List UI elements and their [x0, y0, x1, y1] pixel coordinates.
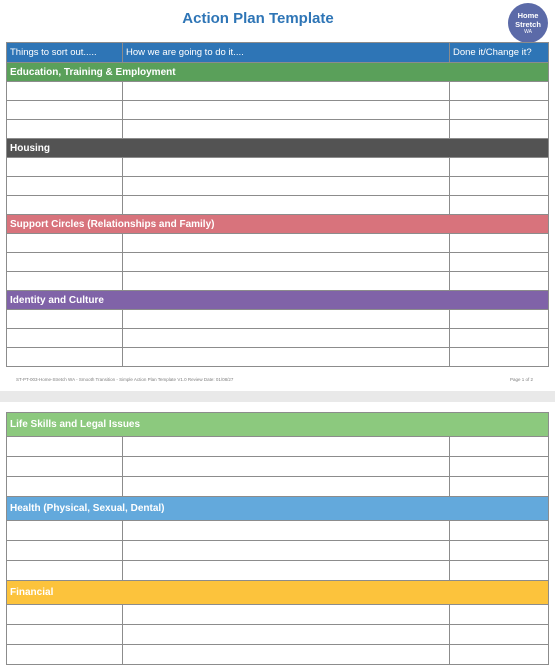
done-cell[interactable]	[450, 437, 549, 457]
how-cell[interactable]	[123, 329, 450, 348]
footer-document-reference: ST-PT-003-Home-Stretch WA - Smooth Transition - Simple Action Plan Template V1.0 Review Date: 01/08/27	[16, 377, 234, 382]
table-row	[7, 196, 549, 215]
action-plan-table-page-1	[6, 42, 549, 367]
done-cell[interactable]	[450, 177, 549, 196]
action-plan-table-page-2	[6, 412, 549, 665]
things-cell[interactable]	[7, 457, 123, 477]
done-cell[interactable]	[450, 310, 549, 329]
section-title: Financial	[7, 581, 549, 605]
table-row	[7, 101, 549, 120]
how-cell[interactable]	[123, 310, 450, 329]
how-cell[interactable]	[123, 477, 450, 497]
section-title: Identity and Culture	[7, 291, 549, 310]
page-title: Action Plan Template	[182, 10, 334, 27]
how-cell[interactable]	[123, 645, 450, 665]
table-row	[7, 605, 549, 625]
done-cell[interactable]	[450, 561, 549, 581]
how-cell[interactable]	[123, 605, 450, 625]
how-cell[interactable]	[123, 348, 450, 367]
table-row	[7, 645, 549, 665]
table-row	[7, 120, 549, 139]
done-cell[interactable]	[450, 234, 549, 253]
done-cell[interactable]	[450, 253, 549, 272]
done-cell[interactable]	[450, 101, 549, 120]
things-cell[interactable]	[7, 177, 123, 196]
done-cell[interactable]	[450, 457, 549, 477]
section-title: Housing	[7, 139, 549, 158]
things-cell[interactable]	[7, 605, 123, 625]
home-stretch-logo	[508, 3, 548, 43]
how-cell[interactable]	[123, 82, 450, 101]
things-cell[interactable]	[7, 348, 123, 367]
things-cell[interactable]	[7, 234, 123, 253]
section-title: Education, Training & Employment	[7, 63, 549, 82]
table-row	[7, 253, 549, 272]
section-header-row	[7, 63, 549, 82]
section-header-row	[7, 139, 549, 158]
footer-page-number: Page 1 of 2	[509, 377, 533, 382]
how-cell[interactable]	[123, 158, 450, 177]
done-cell[interactable]	[450, 158, 549, 177]
things-cell[interactable]	[7, 329, 123, 348]
section-title: Health (Physical, Sexual, Dental)	[7, 497, 549, 521]
done-cell[interactable]	[450, 196, 549, 215]
done-cell[interactable]	[450, 477, 549, 497]
done-cell[interactable]	[450, 541, 549, 561]
table-row	[7, 521, 549, 541]
done-cell[interactable]	[450, 521, 549, 541]
done-cell[interactable]	[450, 82, 549, 101]
table-row	[7, 158, 549, 177]
section-title: Life Skills and Legal Issues	[7, 413, 549, 437]
how-cell[interactable]	[123, 177, 450, 196]
how-cell[interactable]	[123, 234, 450, 253]
how-cell[interactable]	[123, 272, 450, 291]
table-row	[7, 541, 549, 561]
section-header-row	[7, 413, 549, 437]
table-row	[7, 477, 549, 497]
things-cell[interactable]	[7, 120, 123, 139]
how-cell[interactable]	[123, 437, 450, 457]
table-row	[7, 329, 549, 348]
section-header-row	[7, 291, 549, 310]
table-row	[7, 348, 549, 367]
done-cell[interactable]	[450, 329, 549, 348]
column-header-done: Done it/Change it?	[450, 43, 549, 63]
document-page-2	[0, 402, 555, 667]
section-title: Support Circles (Relationships and Family)	[7, 215, 549, 234]
how-cell[interactable]	[123, 521, 450, 541]
how-cell[interactable]	[123, 120, 450, 139]
column-header-how: How we are going to do it....	[123, 43, 450, 63]
column-header-row	[7, 43, 549, 63]
done-cell[interactable]	[450, 348, 549, 367]
table-row	[7, 457, 549, 477]
things-cell[interactable]	[7, 82, 123, 101]
done-cell[interactable]	[450, 625, 549, 645]
how-cell[interactable]	[123, 625, 450, 645]
section-header-row	[7, 581, 549, 605]
logo-text-wa: WA	[524, 29, 532, 35]
things-cell[interactable]	[7, 541, 123, 561]
section-header-row	[7, 215, 549, 234]
things-cell[interactable]	[7, 521, 123, 541]
how-cell[interactable]	[123, 101, 450, 120]
things-cell[interactable]	[7, 645, 123, 665]
table-row	[7, 272, 549, 291]
how-cell[interactable]	[123, 561, 450, 581]
section-header-row	[7, 497, 549, 521]
logo-text-stretch: Stretch	[515, 20, 541, 29]
logo-text-home: Home	[517, 11, 539, 20]
how-cell[interactable]	[123, 541, 450, 561]
things-cell[interactable]	[7, 196, 123, 215]
column-header-things: Things to sort out.....	[7, 43, 123, 63]
things-cell[interactable]	[7, 158, 123, 177]
table-row	[7, 82, 549, 101]
things-cell[interactable]	[7, 272, 123, 291]
table-row	[7, 561, 549, 581]
how-cell[interactable]	[123, 253, 450, 272]
table-row	[7, 234, 549, 253]
things-cell[interactable]	[7, 437, 123, 457]
table-row	[7, 310, 549, 329]
done-cell[interactable]	[450, 645, 549, 665]
done-cell[interactable]	[450, 120, 549, 139]
table-row	[7, 437, 549, 457]
things-cell[interactable]	[7, 477, 123, 497]
done-cell[interactable]	[450, 605, 549, 625]
how-cell[interactable]	[123, 196, 450, 215]
how-cell[interactable]	[123, 457, 450, 477]
things-cell[interactable]	[7, 101, 123, 120]
table-row	[7, 625, 549, 645]
things-cell[interactable]	[7, 625, 123, 645]
things-cell[interactable]	[7, 253, 123, 272]
table-row	[7, 177, 549, 196]
things-cell[interactable]	[7, 310, 123, 329]
done-cell[interactable]	[450, 272, 549, 291]
things-cell[interactable]	[7, 561, 123, 581]
